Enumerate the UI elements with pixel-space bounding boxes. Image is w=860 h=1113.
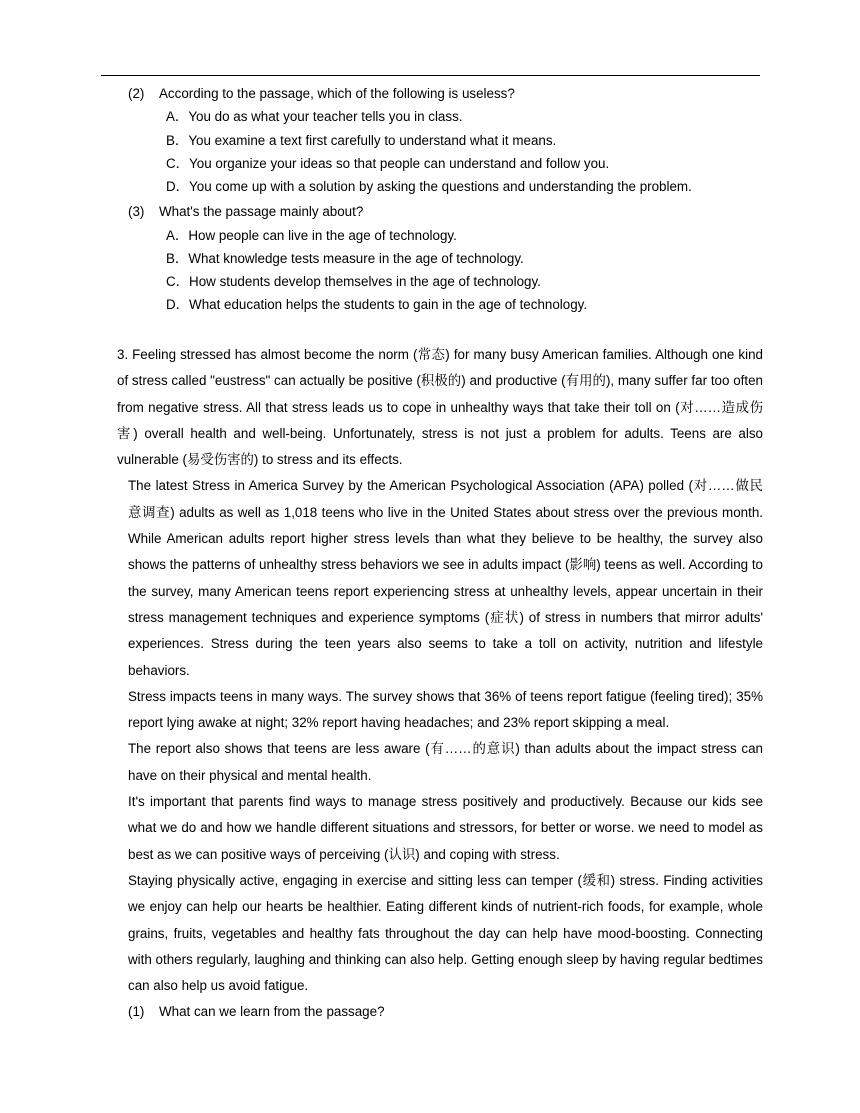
passage-paragraph: The report also shows that teens are less aware (有……的意识) than adults about the impact stress can have on their physical and mental health. [128,741,763,783]
header-rule [101,75,760,76]
option-3d: D．What education helps the students to gain in the age of technology. [166,297,588,312]
passage-paragraph: The latest Stress in America Survey by the American Psychological Association (APA) polled (对……做民意调查) adults as well as 1,018 teens who live in the United States about stress over the previous month. While American adults report higher stress levels than what they believe to be healthy, the survey also shows the patterns of unhealthy stress behaviors we see in adults impact (影响) teens as well. According to the survey, many American teens report experiencing stress at unhealthy levels, appear uncertain in their stress management techniques and experience symptoms (症状) of stress in numbers that mirror adults' experiences. Stress during the teen years also seems to take a toll on activity, nutrition and lifestyle behaviors. [128,478,763,678]
question-3-1 [117,999,763,1025]
option-2c: C．You organize your ideas so that people can understand and follow you. [166,156,610,171]
question-stem: According to the passage, which of the following is useless? [159,86,515,101]
option-2d: D．You come up with a solution by asking the questions and understanding the problem. [166,179,692,194]
passage-number: 3. [117,347,129,362]
question-2 [128,84,515,104]
passage-paragraph: Staying physically active, engaging in exercise and sitting less can temper (缓和) stress. Finding activities we enjoy can help our hearts be healthier. Eating different kinds of nutrient-rich foods, for example, whole grains, fruits, vegetables and healthy fats throughout the day can help have mood-boosting. Connecting with others regularly, laughing and thinking can also help. Getting enough sleep by having regular bedtimes can also help us avoid fatigue. [128,872,763,994]
question-stem: What can we learn from the passage? [159,1004,385,1020]
option-3a: A．How people can live in the age of technology. [166,228,457,243]
option-3b: B．What knowledge tests measure in the age of technology. [166,251,524,266]
question-3 [128,202,363,222]
question-stem: What's the passage mainly about? [159,204,364,219]
option-3c: C．How students develop themselves in the age of technology. [166,274,541,289]
question-number: (3) [128,204,145,219]
passage-paragraph: Stress impacts teens in many ways. The survey shows that 36% of teens report fatigue (feeling tired); 35% report lying awake at night; 32% report having headaches; and 23% report skipping a meal. [128,688,763,731]
option-2b: B．You examine a text first carefully to understand what it means. [166,133,557,148]
passage-3 [117,342,763,1025]
passage-paragraph: 3. Feeling stressed has almost become the norm (常态) for many busy American families. Although one kind of stress called "eustress" can actually be positive (积极的) and productive (有用的), many suffer far too often from negative stress. All that stress leads us to cope in unhealthy ways that take their toll on (对……造成伤害) overall health and well-being. Unfortunately, stress is not just a problem for adults. Teens are also vulnerable (易受伤害的) to stress and its effects. [117,342,763,473]
option-2a: A．You do as what your teacher tells you in class. [166,109,463,124]
question-number: (1) [128,1004,145,1020]
question-number: (2) [128,86,145,101]
passage-paragraph: It's important that parents find ways to manage stress positively and productively. Because our kids see what we do and how we handle different situations and stressors, for better or worse. we need to model as best as we can positive ways of perceiving (认识) and coping with stress. [128,794,763,862]
